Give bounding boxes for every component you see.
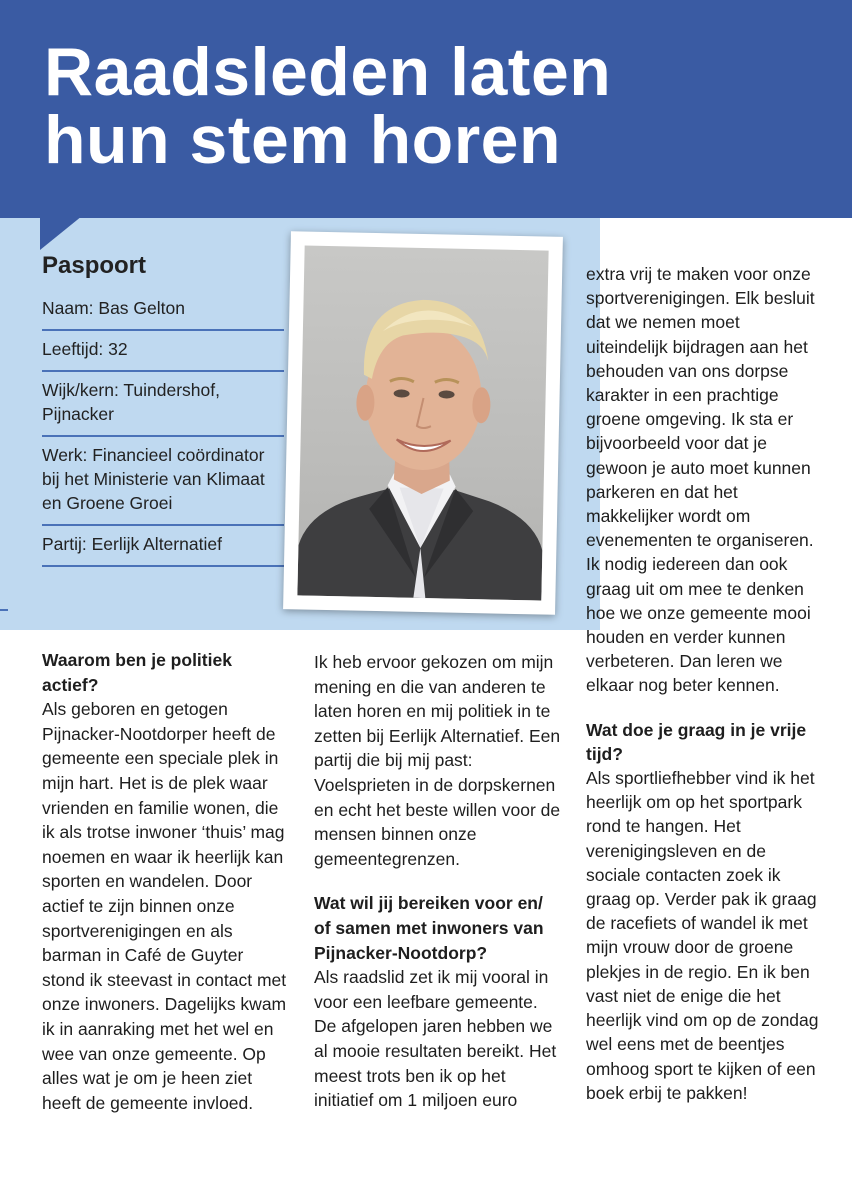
answer-2-continued: extra vrij te maken voor onze sportverenigingen. Elk besluit dat we nemen moet uiteindelijk bijdragen aan het behouden van ons dorpse karakter in een prachtige groene omgeving. Ik sta er bijvoorbeeld voor dat je gewoon je auto moet kunnen parkeren en dat het makkelijker wordt om evenementen te organiseren. Ik nodig iedereen dan ook graag uit om mee te denken hoe we onze gemeente mooi houden en verder kunnen verbeteren. Dan leren we elkaar nog beter kennen.: [586, 264, 815, 696]
answer-1-continued: Ik heb ervoor gekozen om mijn mening en die van anderen te laten horen en mij politiek in te zetten bij Eerlijk Alternatief. Een partij die bij mij past: Voelsprieten in de dorpskernen en echt het beste willen voor de mensen binnen onze gemeentegrenzen.: [314, 652, 561, 869]
headline-line-1: Raadsleden laten: [44, 34, 612, 110]
question-3: Wat doe je graag in je vrije tijd?: [586, 719, 807, 764]
paspoort-title: Paspoort: [42, 252, 147, 279]
speech-tail: [40, 216, 82, 250]
headline: [44, 34, 612, 178]
paspoort-werk: Werk: Financieel coördinator bij het Ministerie van Klimaat en Groene Groei: [42, 437, 284, 526]
column-3: [586, 262, 822, 1105]
paspoort-naam: Naam: Bas Gelton: [42, 290, 284, 331]
answer-1: Als geboren en getogen Pijnacker-Nootdorper heeft de gemeente een speciale plek in mijn hart. Het is de plek waar vrienden en familie wonen, die ik als trotse inwoner ‘thuis’ mag noemen en waar ik heerlijk kan sporten en wandelen. Door actief te zijn binnen onze sportverenigingen en als barman in Café de Guyter stond ik steevast in contact met onze inwoners. Dagelijks kwam ik in aanraking met het wel en wee van onze gemeente. Op alles wat je om je heen ziet heeft de gemeente invloed.: [42, 699, 287, 1113]
question-2: Wat wil jij bereiken voor en/ of samen met inwoners van Pijnacker-Nootdorp?: [314, 893, 544, 963]
portrait-photo: [297, 245, 548, 600]
portrait-illustration: [297, 245, 548, 600]
header-banner: [0, 0, 852, 218]
column-1: [42, 648, 287, 1115]
answer-3: Als sportliefhebber vind ik het heerlijk om op het sportpark rond te hangen. Het verenigingsleven en de sociale contacten zoek ik graag op. Verder pak ik graag de racefiets of wandel ik met mijn vrouw door de groene plekjes in de regio. En ik ben vast niet de enige die het heerlijk vind om op de zondag wel eens met de beentjes omhoog sport te kijken of een boek erbij te pakken!: [586, 768, 819, 1103]
paspoort-box: [42, 252, 284, 567]
headline-line-2: hun stem horen: [44, 102, 562, 178]
divider: [0, 609, 8, 611]
paspoort-partij: Partij: Eerlijk Alternatief: [42, 526, 284, 567]
answer-2: Als raadslid zet ik mij vooral in voor een leefbare gemeente. De afgelopen jaren hebben we al mooie resultaten bereikt. Het meest trots ben ik op het initiatief om 1 miljoen euro: [314, 967, 557, 1111]
paspoort-leeftijd: Leeftijd: 32: [42, 331, 284, 372]
column-2: [314, 650, 564, 1113]
portrait-frame: [283, 231, 563, 615]
paspoort-wijk: Wijk/kern: Tuindershof, Pijnacker: [42, 372, 284, 437]
question-1: Waarom ben je politiek actief?: [42, 650, 232, 695]
